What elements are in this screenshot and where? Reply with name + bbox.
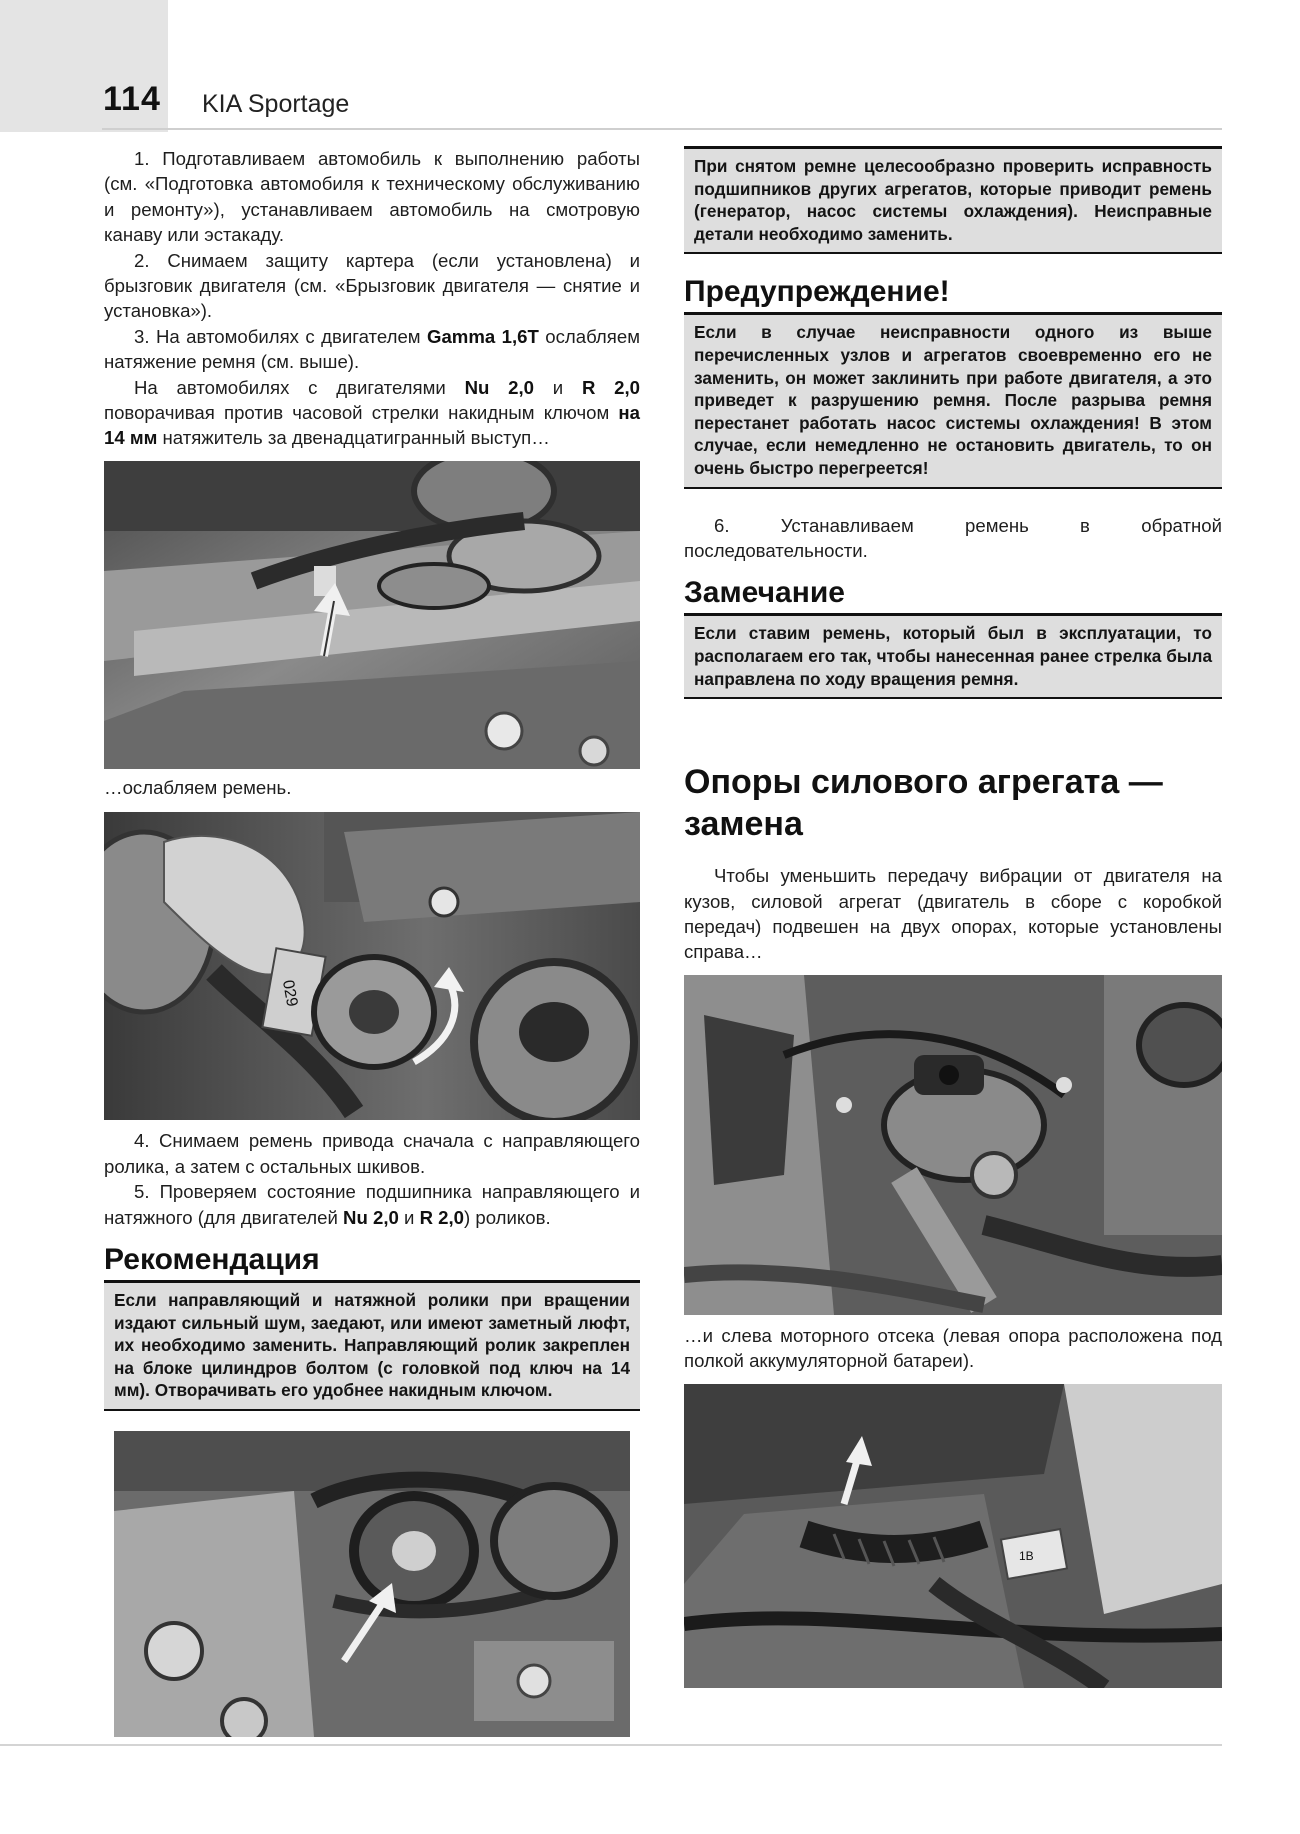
- engine-gamma: Gamma 1,6T: [427, 325, 539, 347]
- header-rule: [102, 128, 1222, 130]
- mounts-intro: Чтобы уменьшить передачу вибрации от двигателя на кузов, силовой агрегат (двигатель в сборе с коробкой передач) подвешен на двух опорах, которые установлены справа…: [684, 865, 1222, 963]
- step-5-text: 5. Проверяем состояние подшипника направляющего и натяжного (для двигателей: [104, 1181, 640, 1228]
- tag-label-029: 029: [278, 978, 301, 1009]
- section-title: [684, 761, 1222, 845]
- page-number: 114: [103, 80, 161, 118]
- step-3b-text: На автомобилях с двигателями: [134, 376, 465, 398]
- left-column: [104, 146, 640, 1737]
- caption-loosen-belt: …ослабляем ремень.: [104, 776, 292, 798]
- engine-nu: Nu 2,0: [464, 376, 534, 398]
- book-title: KIA Sportage: [202, 90, 350, 118]
- tag-label-1b: 1B: [1019, 1548, 1034, 1563]
- section-title-line-1: Опоры силового агрегата —: [684, 763, 1163, 802]
- wrench-size: на 14 мм: [104, 402, 640, 449]
- warning-heading: Предупреждение!: [684, 275, 950, 309]
- engine-r-2: R 2,0: [419, 1206, 465, 1228]
- footer-rule: [0, 1744, 1222, 1746]
- step-3b-text-mid: поворачивая против часовой стрелки накидным ключом: [104, 402, 619, 424]
- step-3-text: 3. На автомобилях с двигателем: [134, 325, 427, 347]
- step-3b: [104, 375, 640, 451]
- step-3b-text-end: натяжитель за двенадцатигранный выступ…: [157, 427, 550, 449]
- warning-box: Если в случае неисправности одного из выше перечисленных узлов и агрегатов своевременно его не заменить, он может заклинить при работе двигателя, а это приведет к разрушению ремня. После разрыва ремня перестанет работать насос системы охлаждения! В этом случае, если немедленно не остановить двигатель, то он очень быстро перегреется!: [684, 312, 1222, 488]
- remark-heading: Замечание: [684, 576, 845, 610]
- engine-nu-2: Nu 2,0: [343, 1206, 399, 1228]
- step-3: [104, 324, 640, 375]
- step-4: 4. Снимаем ремень привода сначала с направляющего ролика, а затем с остальных шкивов.: [104, 1130, 640, 1177]
- section-title-line-2: замена: [684, 805, 803, 844]
- photo-wrench-tensioner: [104, 812, 640, 1120]
- step-2: 2. Снимаем защиту картера (если установлена) и брызговик двигателя (см. «Брызговик двигателя — снятие и установка»).: [104, 249, 640, 322]
- photo-right-engine-mount: [684, 975, 1222, 1315]
- note-box-bearings: При снятом ремне целесообразно проверить исправность подшипников других агрегатов, которые приводит ремень (генератор, насос системы охлаждения). Неисправные детали необходимо заменить.: [684, 146, 1222, 254]
- recommendation-box: Если направляющий и натяжной ролики при вращении издают сильный шум, заедают, или имеют заметный люфт, их необходимо заменить. Направляющий ролик закреплен на блоке цилиндров болтом (с головкой под ключ на 14 мм). Отворачивать его удобнее накидным ключом.: [104, 1280, 640, 1411]
- step-6: 6. Устанавливаем ремень в обратной последовательности.: [684, 514, 1222, 561]
- recommendation-heading: Рекомендация: [104, 1242, 320, 1276]
- right-column: [684, 146, 1222, 1688]
- step-3-text-end: ослабляем натяжение ремня (см. выше).: [104, 325, 640, 373]
- caption-left-mount: …и слева моторного отсека (левая опора расположена под полкой аккумуляторной батареи).: [684, 1324, 1222, 1372]
- remark-box: Если ставим ремень, который был в эксплуатации, то располагаем его так, чтобы нанесенная ранее стрелка была направлена по ходу вращения ремня.: [684, 613, 1222, 699]
- photo-left-engine-mount: [684, 1384, 1222, 1688]
- photo-belt-tensioner: [104, 461, 640, 769]
- step-3b-and: и: [533, 376, 582, 398]
- step-5-text-end: ) роликов.: [464, 1206, 551, 1228]
- photo-guide-roller: [114, 1431, 630, 1737]
- step-5-and: и: [398, 1206, 420, 1228]
- step-1: 1. Подготавливаем автомобиль к выполнению работы (см. «Подготовка автомобиля к техническому обслуживанию и ремонту»), устанавливаем автомобиль на смотровую канаву или эстакаду.: [104, 148, 640, 246]
- step-5: [104, 1179, 640, 1230]
- engine-r: R 2,0: [581, 376, 640, 398]
